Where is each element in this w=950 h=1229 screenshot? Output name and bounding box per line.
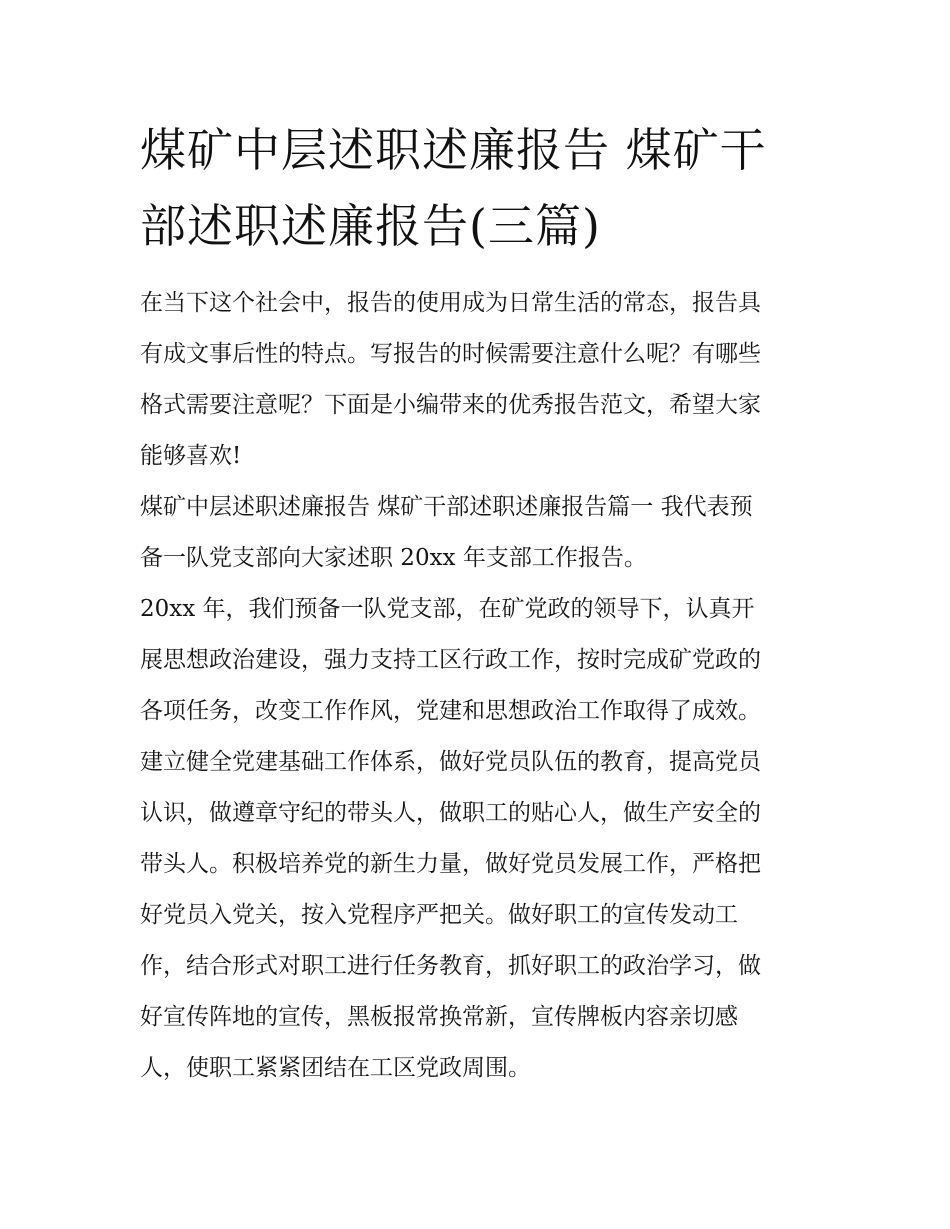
text-line: 建立健全党建基础工作体系，做好党员队伍的教育，提高党员 <box>140 749 761 775</box>
text-line: 能够喜欢! <box>140 443 242 469</box>
title-line: 煤矿中层述职述廉报告 煤矿干 <box>140 123 767 177</box>
body-paragraph <box>140 737 812 1094</box>
text-line: 煤矿中层述职述廉报告 煤矿干部述职述廉报告篇一 我代表预 <box>140 494 753 520</box>
title-line: 部述职述廉报告(三篇) <box>140 199 601 253</box>
body-paragraph <box>140 584 812 737</box>
document-title <box>140 112 812 264</box>
text-line: 格式需要注意呢？下面是小编带来的优秀报告范文，希望大家 <box>140 392 761 418</box>
text-line: 作，结合形式对职工进行任务教育，抓好职工的政治学习，做 <box>140 953 761 979</box>
text-line: 各项任务，改变工作作风，党建和思想政治工作取得了成效。 <box>140 698 761 724</box>
text-line: 带头人。积极培养党的新生力量，做好党员发展工作，严格把 <box>140 851 761 877</box>
text-line: 20xx 年，我们预备一队党支部，在矿党政的领导下，认真开 <box>140 596 755 622</box>
text-line: 展思想政治建设，强力支持工区行政工作，按时完成矿党政的 <box>140 647 761 673</box>
text-line: 好宣传阵地的宣传，黑板报常换常新，宣传牌板内容亲切感 <box>140 1004 738 1030</box>
text-line: 有成文事后性的特点。写报告的时候需要注意什么呢？有哪些 <box>140 341 761 367</box>
text-line: 备一队党支部向大家述职 20xx 年支部工作报告。 <box>140 545 647 571</box>
section-heading-paragraph <box>140 482 812 584</box>
document-content <box>140 112 812 1094</box>
document-body <box>140 278 812 1094</box>
text-line: 好党员入党关，按入党程序严把关。做好职工的宣传发动工 <box>140 902 738 928</box>
text-line: 认识，做遵章守纪的带头人，做职工的贴心人，做生产安全的 <box>140 800 761 826</box>
text-line: 人，使职工紧紧团结在工区党政周围。 <box>140 1055 531 1081</box>
intro-paragraph <box>140 278 812 482</box>
text-line: 在当下这个社会中，报告的使用成为日常生活的常态，报告具 <box>140 290 761 316</box>
